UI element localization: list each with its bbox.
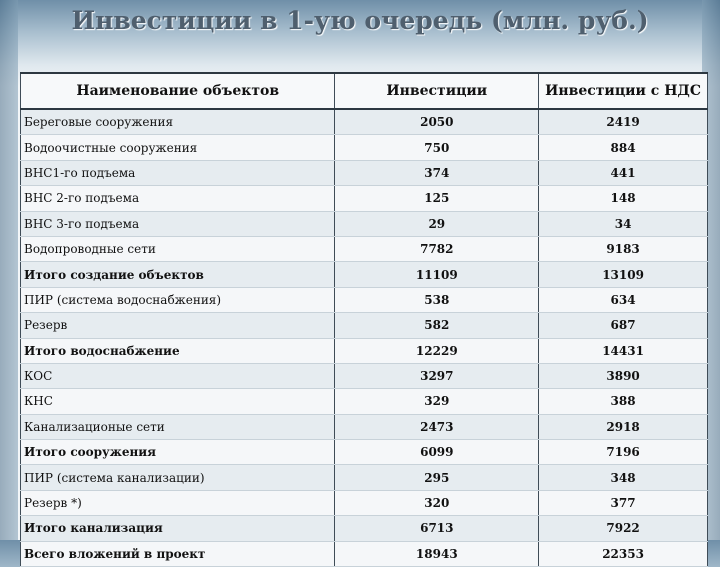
row-investment-cell: 320 <box>335 490 539 515</box>
row-investment-vat-cell: 13109 <box>539 262 708 287</box>
row-investment-cell: 6099 <box>335 440 539 465</box>
row-investment-cell: 582 <box>335 313 539 338</box>
header-investments: Инвестиции <box>335 73 539 109</box>
row-name-cell: Водопроводные сети <box>21 236 335 261</box>
row-name-cell: ПИР (система канализации) <box>21 465 335 490</box>
row-name-cell: КНС <box>21 389 335 414</box>
row-investment-vat-cell: 3890 <box>539 363 708 388</box>
page-title: Инвестиции в 1-ую очередь (млн. руб.) <box>71 6 649 35</box>
row-name-cell: Водоочистные сооружения <box>21 135 335 160</box>
table-row <box>21 287 708 312</box>
row-name-cell: ВНС1-го подъема <box>21 160 335 185</box>
investment-table <box>20 72 708 567</box>
row-investment-vat-cell: 441 <box>539 160 708 185</box>
row-investment-vat-cell: 377 <box>539 490 708 515</box>
row-investment-vat-cell: 348 <box>539 465 708 490</box>
row-investment-cell: 329 <box>335 389 539 414</box>
table-row <box>21 109 708 135</box>
row-investment-vat-cell: 2918 <box>539 414 708 439</box>
table-row <box>21 363 708 388</box>
table-row <box>21 490 708 515</box>
row-investment-vat-cell: 884 <box>539 135 708 160</box>
row-investment-vat-cell: 2419 <box>539 109 708 135</box>
row-investment-vat-cell: 9183 <box>539 236 708 261</box>
table-row <box>21 186 708 211</box>
table-header-row <box>21 73 708 109</box>
row-investment-cell: 11109 <box>335 262 539 287</box>
row-investment-cell: 3297 <box>335 363 539 388</box>
row-name-cell: ВНС 2-го подъема <box>21 186 335 211</box>
row-investment-vat-cell: 34 <box>539 211 708 236</box>
header-object-name: Наименование объектов <box>21 73 335 109</box>
row-name-cell: Всего вложений в проект <box>21 541 335 566</box>
row-investment-vat-cell: 687 <box>539 313 708 338</box>
row-investment-vat-cell: 634 <box>539 287 708 312</box>
row-investment-vat-cell: 7196 <box>539 440 708 465</box>
row-name-cell: Итого водоснабжение <box>21 338 335 363</box>
header-investments-vat: Инвестиции с НДС <box>539 73 708 109</box>
row-investment-vat-cell: 388 <box>539 389 708 414</box>
row-investment-vat-cell: 14431 <box>539 338 708 363</box>
row-investment-cell: 29 <box>335 211 539 236</box>
table-row <box>21 541 708 566</box>
row-investment-vat-cell: 22353 <box>539 541 708 566</box>
row-name-cell: ПИР (система водоснабжения) <box>21 287 335 312</box>
table-row <box>21 135 708 160</box>
row-investment-cell: 538 <box>335 287 539 312</box>
table-row <box>21 516 708 541</box>
left-decor-band <box>0 0 18 540</box>
row-name-cell: Канализационые сети <box>21 414 335 439</box>
table-row <box>21 236 708 261</box>
row-name-cell: Резерв <box>21 313 335 338</box>
row-name-cell: Береговые сооружения <box>21 109 335 135</box>
row-investment-cell: 750 <box>335 135 539 160</box>
row-name-cell: ВНС 3-го подъема <box>21 211 335 236</box>
table-row <box>21 160 708 185</box>
row-name-cell: Итого сооружения <box>21 440 335 465</box>
row-name-cell: Итого канализация <box>21 516 335 541</box>
table-row <box>21 338 708 363</box>
row-investment-vat-cell: 7922 <box>539 516 708 541</box>
row-investment-cell: 2050 <box>335 109 539 135</box>
row-investment-vat-cell: 148 <box>539 186 708 211</box>
row-investment-cell: 295 <box>335 465 539 490</box>
row-name-cell: КОС <box>21 363 335 388</box>
row-investment-cell: 6713 <box>335 516 539 541</box>
table-row <box>21 440 708 465</box>
table-row <box>21 262 708 287</box>
table-row <box>21 389 708 414</box>
table-row <box>21 465 708 490</box>
row-investment-cell: 7782 <box>335 236 539 261</box>
row-name-cell: Итого создание объектов <box>21 262 335 287</box>
row-investment-cell: 12229 <box>335 338 539 363</box>
row-investment-cell: 374 <box>335 160 539 185</box>
row-investment-cell: 2473 <box>335 414 539 439</box>
table-row <box>21 211 708 236</box>
row-name-cell: Резерв *) <box>21 490 335 515</box>
row-investment-cell: 18943 <box>335 541 539 566</box>
row-investment-cell: 125 <box>335 186 539 211</box>
table-row <box>21 414 708 439</box>
table-row <box>21 313 708 338</box>
